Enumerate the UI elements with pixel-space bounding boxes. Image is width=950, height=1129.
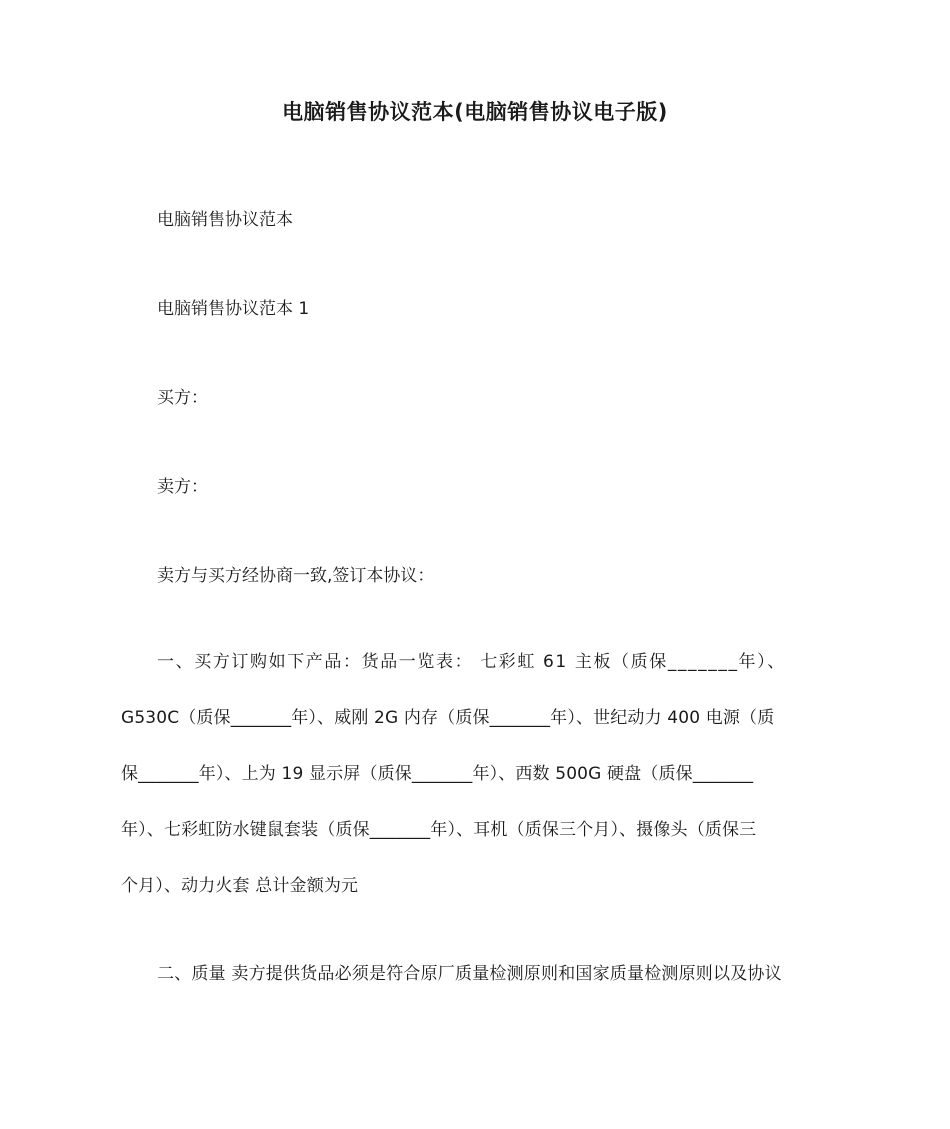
- paragraph-seller: 卖方：: [157, 477, 208, 497]
- section-1-line: 个月）、动力火套 总计金额为元: [121, 876, 359, 896]
- section-2-line: 二、质量 卖方提供货品必须是符合原厂质量检测原则和国家质量检测原则以及协议: [157, 964, 782, 984]
- section-1-line: G530C（质保_______年）、威刚 2G 内存（质保_______年）、世纪动力 400 电源（质: [121, 708, 775, 728]
- paragraph-buyer: 买方：: [157, 388, 208, 408]
- document-title: 电脑销售协议范本(电脑销售协议电子版): [282, 100, 668, 124]
- section-1-products: [121, 634, 833, 914]
- section-1-line: 保_______年）、上为 19 显示屏（质保_______年）、西数 500G 硬盘（质保_______: [121, 764, 754, 784]
- section-1-line: 一、买方订购如下产品：货品一览表： 七彩虹 61 主板（质保_______年）、: [157, 652, 786, 672]
- paragraph-subheading: 电脑销售协议范本 1: [157, 299, 310, 319]
- section-2-quality: [121, 946, 833, 1002]
- section-1-line: 年）、七彩虹防水键鼠套装（质保_______年）、耳机（质保三个月）、摄像头（质保三: [121, 820, 757, 840]
- paragraph-agreement-intro: 卖方与买方经协商一致,签订本协议：: [157, 566, 435, 586]
- paragraph-heading: 电脑销售协议范本: [157, 210, 293, 230]
